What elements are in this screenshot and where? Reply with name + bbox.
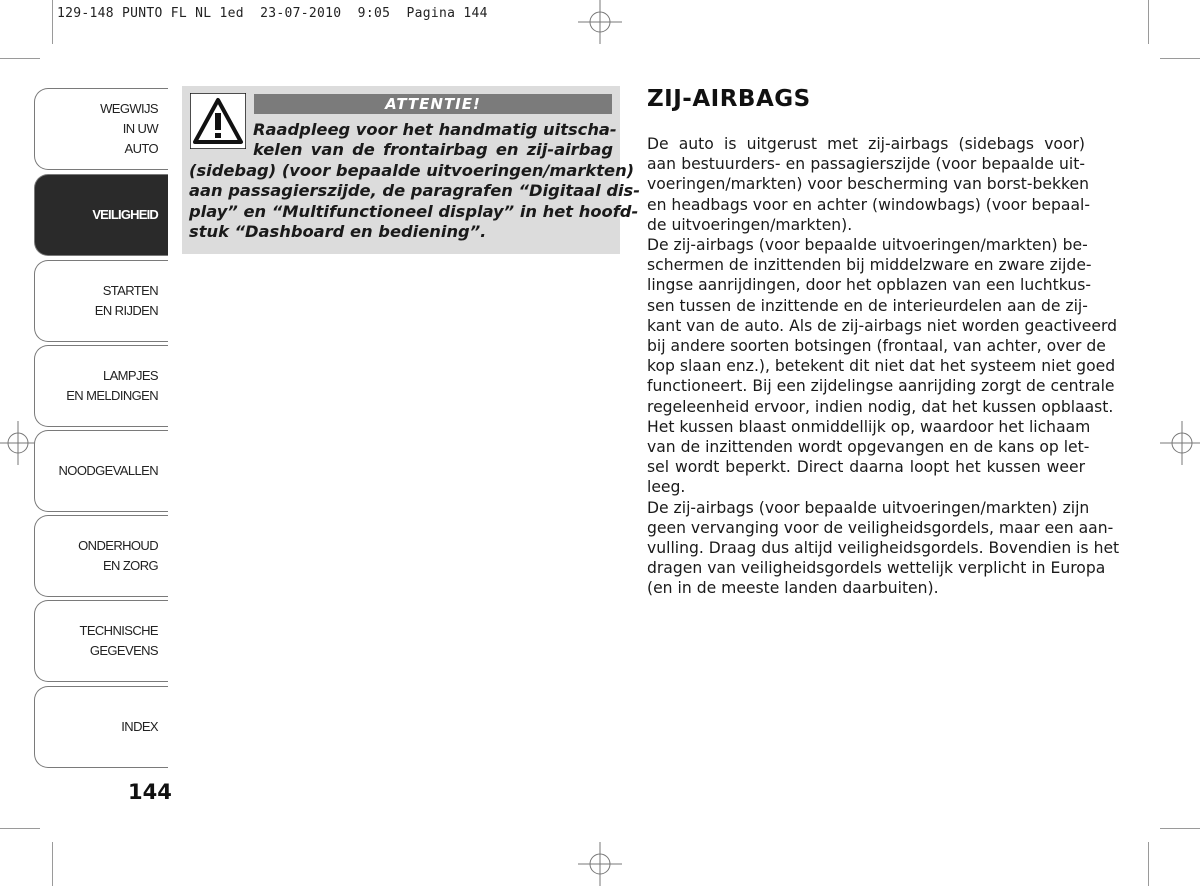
registration-mark-icon	[1160, 421, 1200, 465]
print-slug: 129-148 PUNTO FL NL 1ed 23-07-2010 9:05 Pagina 144	[57, 6, 488, 21]
tab-label: LAMPJES EN MELDINGEN	[66, 368, 158, 403]
registration-mark-icon	[578, 842, 622, 886]
section-title: ZIJ-AIRBAGS	[647, 86, 811, 112]
body-line: aan bestuurders- en passagierszijde (voor bepaalde uit-	[647, 155, 1085, 174]
body-line: en headbags voor en achter (windowbags) (voor bepaal-	[647, 195, 1090, 214]
tab-onderhoud-en-zorg[interactable]	[34, 515, 168, 597]
body-line: sel wordt beperkt. Direct daarna loopt het kussen weer	[647, 458, 1085, 477]
warning-text	[189, 120, 641, 242]
crop-mark	[1148, 842, 1149, 886]
section-body	[647, 134, 1120, 599]
crop-mark	[1160, 58, 1200, 59]
tab-technische-gegevens[interactable]	[34, 600, 168, 682]
warning-line: kelen van de frontairbag en zij-airbag	[253, 140, 613, 160]
tab-index[interactable]	[34, 686, 168, 768]
crop-mark	[1160, 828, 1200, 829]
warning-line: Raadpleeg voor het handmatig uitscha-	[253, 120, 617, 139]
body-line: geen vervanging voor de veiligheidsgordels, maar een aan-	[647, 518, 1114, 537]
warning-title: ATTENTIE!	[254, 94, 612, 114]
tab-noodgevallen[interactable]	[34, 430, 168, 512]
crop-mark	[0, 58, 40, 59]
body-line: lingse aanrijdingen, door het opblazen van een luchtkus-	[647, 276, 1091, 295]
body-line: de uitvoeringen/markten).	[647, 215, 853, 234]
crop-mark	[0, 828, 40, 829]
body-line: bij andere soorten botsingen (frontaal, van achter, over de	[647, 337, 1106, 356]
body-line: van de inzittenden wordt opgevangen en de kans op let-	[647, 438, 1090, 457]
body-line: kant van de auto. Als de zij-airbags niet worden geactiveerd	[647, 316, 1117, 335]
crop-mark	[1148, 0, 1149, 44]
body-line: leeg.	[647, 478, 686, 497]
crop-mark	[52, 0, 53, 44]
body-line: voeringen/markten) voor bescherming van borst-bekken	[647, 175, 1089, 194]
tab-veiligheid[interactable]	[34, 174, 168, 256]
tab-label: VEILIGHEID	[92, 207, 158, 222]
tab-label: ONDERHOUD EN ZORG	[78, 538, 158, 573]
warning-line: stuk “Dashboard en bediening”.	[189, 222, 487, 242]
tab-lampjes-en-meldingen[interactable]	[34, 345, 168, 427]
body-line: De zij-airbags (voor bepaalde uitvoeringen/markten) zijn	[647, 498, 1090, 517]
tab-label: NOODGEVALLEN	[58, 463, 158, 478]
warning-line: play” en “Multifunctioneel display” in het hoofd-	[189, 201, 639, 221]
body-line: regeleenheid ervoor, indien nodig, dat het kussen opblaast.	[647, 397, 1114, 416]
registration-mark-icon	[578, 0, 622, 44]
body-line: vulling. Draag dus altijd veiligheidsgordels. Bovendien is het	[647, 539, 1120, 558]
body-line: functioneert. Bij een zijdelingse aanrijding zorgt de centrale	[647, 377, 1115, 396]
crop-mark	[52, 842, 53, 886]
page-number: 144	[128, 780, 172, 804]
body-line: dragen van veiligheidsgordels wettelijk verplicht in Europa	[647, 559, 1106, 578]
body-line: kop slaan enz.), betekent dit niet dat het systeem niet goed	[647, 357, 1116, 376]
tab-label: WEGWIJS IN UW AUTO	[100, 101, 158, 156]
body-line: schermen de inzittenden bij middelzware en zware zijde-	[647, 256, 1092, 275]
warning-line: (sidebag) (voor bepaalde uitvoeringen/markten)	[189, 160, 635, 180]
warning-line: aan passagierszijde, de paragrafen “Digitaal dis-	[189, 181, 641, 201]
body-line: sen tussen de inzittende en de interieurdelen aan de zij-	[647, 296, 1088, 315]
tab-wegwijs-in-uw-auto[interactable]	[34, 88, 168, 170]
tab-label: STARTEN EN RIJDEN	[94, 283, 158, 318]
body-line: De auto is uitgerust met zij-airbags (sidebags voor)	[647, 135, 1085, 153]
body-line: (en in de meeste landen daarbuiten).	[647, 579, 939, 598]
body-line: Het kussen blaast onmiddellijk op, waardoor het lichaam	[647, 417, 1091, 436]
body-line: De zij-airbags (voor bepaalde uitvoeringen/markten) be-	[647, 236, 1088, 255]
tab-label: TECHNISCHE GEGEVENS	[79, 623, 158, 658]
tab-label: INDEX	[121, 719, 158, 734]
warning-box	[182, 86, 641, 254]
tab-starten-en-rijden[interactable]	[34, 260, 168, 342]
